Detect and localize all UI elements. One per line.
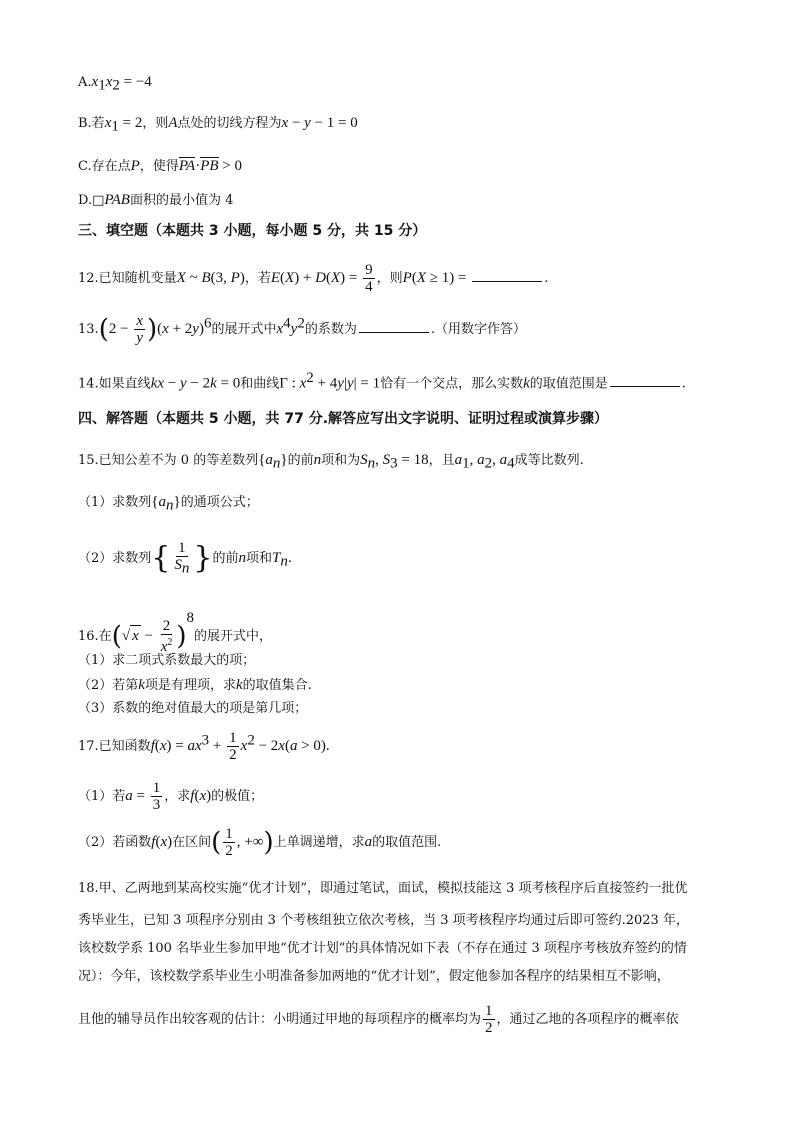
question-16: 16.在(√ x − $\frac{2}{x^2}$ )$^8$的展开式中， [78, 610, 273, 655]
option-b: B.若$x_1 = 2$，则A点处的切线方程为x − y − 1 = 0 [78, 115, 358, 135]
question-18-line-2: 秀毕业生，已知 3 项程序分别由 3 个考核组独立依次考核，当 3 项考核程序均通过后即可签约.2023 年， [78, 913, 689, 928]
question-15-part-2: （2）求数列{ $\frac{1}{S_n}$ }的前n项和$T_n$. [78, 540, 292, 577]
question-18-line-5: 且他的辅导员作出较客观的估计：小明通过甲地的每项程序的概率均为 $\frac{1}{2}$ ，通过乙地的各项程序的概率依 [78, 1003, 679, 1036]
section-title-fill-in: 三、填空题（本题共 3 小题，每小题 5 分，共 15 分） [78, 223, 427, 239]
question-16-part-1: （1）求二项式系数最大的项； [78, 653, 256, 668]
question-13: 13.(2 − $\frac{x}{y}$ )$(x + 2y)^6$的展开式中$x^4y^2$的系数为 .（用数字作答） [78, 313, 526, 346]
question-14: 14.如果直线kx − y − 2k = 0和曲线Γ : $x^2 + 4y|y| = 1$恰有一个交点，那么实数k的取值范围是 . [78, 370, 686, 392]
question-17-part-1: （1）若a = $\frac{1}{3}$ ，求f(x)的极值； [78, 780, 264, 813]
question-16-part-2: （2）若第k项是有理项，求k的取值集合. [78, 677, 312, 693]
question-17: 17.已知函数$f(x) = ax^3$ + $\frac{1}{2}$ $x^2 - 2x(a > 0)$. [78, 730, 330, 763]
question-18-line-1: 18.甲、乙两地到某高校实施“优才计划”，即通过笔试，面试，模拟技能这 3 项考核程序后直接签约一批优 [78, 881, 688, 896]
question-16-part-3: （3）系数的绝对值最大的项是第几项； [78, 701, 308, 716]
question-15: 15.已知公差不为 0 的等差数列$\{a_n\}$的前n项和为$S_n$, $S_3 = 18$，且$a_1$, $a_2$, $a_4$成等比数列. [78, 452, 584, 472]
option-a: $A.x_1x_2 = -4$ [78, 74, 152, 94]
option-d: D.□PAB面积的最小值为 4 [78, 192, 234, 208]
question-18-line-3: 该校数学系 100 名毕业生参加甲地“优才计划”的具体情况如下表（不存在通过 3 项程序考核放弃签约的情 [78, 941, 687, 956]
question-15-part-1: （1）求数列$\{a_n\}$的通项公式； [78, 494, 259, 514]
section-title-solutions: 四、解答题（本题共 5 小题，共 77 分.解答应写出文字说明、证明过程或演算步骤） [78, 411, 609, 427]
option-c: C.存在点P，使得PA·PB > 0 [78, 158, 243, 174]
question-17-part-2: （2）若函数f(x)在区间( $\frac{1}{2}$ , +∞)上单调递增，求a的取值范围. [78, 826, 442, 859]
answer-blank[interactable] [359, 318, 429, 333]
question-12: 12.已知随机变量X ~ B(3, P)，若E(X) + D(X) = $\frac{9}{4}$ ，则P(X ≥ 1) = . [78, 262, 549, 295]
answer-blank[interactable] [610, 372, 680, 387]
question-18-line-4: 况）：今年，该校数学系毕业生小明准备参加两地的“优才计划”，假定他参加各程序的结果相互不影响， [78, 969, 670, 984]
answer-blank[interactable] [472, 267, 542, 282]
